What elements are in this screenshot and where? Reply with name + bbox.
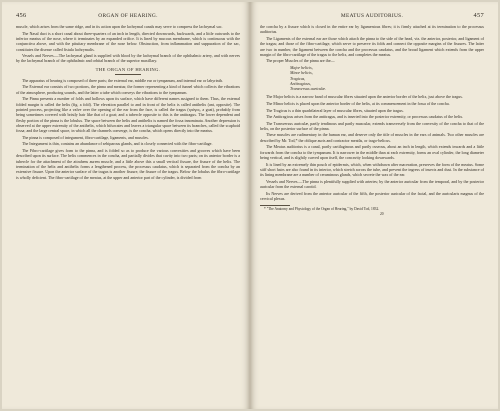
book-spread <box>2 2 498 409</box>
section-rule <box>115 74 141 75</box>
paragraph: It is lined by an extremely thin pouch of epidermis, which, when withdrawn after maceration, preserves the form of the meatus. Some stiff short hairs are also found in its interior, which stretch across the tube, and prevent the ingress of insects and dust. In the substance of its lining membrane are a number of ceruminous glands, which secrete the wax of the ear. <box>260 161 484 178</box>
paragraph: The Integument is thin, contains an abundance of sebiparous glands, and is closely connected with the fibro-cartilage. <box>22 141 213 147</box>
left-running-head <box>16 12 240 19</box>
left-page <box>2 2 250 409</box>
paragraph: The Transversus auriculæ, partly tendinous and partly muscular, extends transversely from the convexity of the concha to that of the helix, on the posterior surface of the pinna. <box>260 120 484 131</box>
right-page-number: 457 <box>473 12 484 19</box>
paragraph: the concha by a fissure which is closed in the entire ear by ligamentous fibres; it is firmly attached at its termination to the processus auditorius. <box>260 24 484 35</box>
paragraph: The Meatus auditorius is a canal, partly cartilaginous and partly osseous, about an inch in length, which extends inwards and a little forwards from the concha to the tympanum. It is narrower in the middle than at each extremity, forms an oval cylinder, the long diameter being vertical, and is slightly curved upon itself, the concavity looking downwards. <box>260 144 484 161</box>
footnote: * "The Anatomy and Physiology of the Organ of Hearing," by David Tod, 1832. <box>264 207 380 212</box>
left-page-number: 456 <box>16 12 27 19</box>
paragraph: The Pinna presents a number of folds and hollows upon its surface, which have different names assigned to them. Thus, the external folded margin is called the helix (fig. a fold). The elevation parallel to and in front of the helix is called antihelix (ant, opposite). The pointed process, projecting like a valve over the opening of the ear from the face, is called the tragus (τράγος, a goat), probably from being sometimes covered with bristly hair like that of a goat; and a tubercle opposite to this is the antitragus. The lower dependent and fleshy portion of the pinna is the lobulus. The space between the helix and antihelix is named the fossa innominata. Another depression is observed at the upper extremity of the antihelix, which bifurcates and leaves a triangular space between its branches, called the scaphoid fossa; and the large central space, in which all the channels converge, is the concha, which opens directly into the meatus. <box>16 96 240 134</box>
paragraph: muscle, which arises from the same ridge, and in its action upon the lachrymal canals may serve to compress the lachrymal sac. <box>16 24 223 29</box>
list-item: Minor helicis, <box>290 70 313 76</box>
paragraph: The Fibro-cartilage gives form to the pinna, and is folded so as to produce the various convexities and grooves which have been described upon its surface. The helix commences in the concha, and partially divides that cavity into two parts; on its anterior border is a tubercle for the attachment of the attrahens aurem muscle, and a little above this a small vertical fissure, the fissure of the helix. The termination of the helix and antihelix forms a lengthened process, the processus caudatus, which is separated from the concha by an extensive fissure. Upon the anterior surface of the tragus is another fissure, the fissure of the tragus. Below the lobulus the fibro-cartilage is wholly deficient. The fibro-cartilage of the meatus, at the upper and anterior part of the cylinder, is divided from <box>16 147 240 180</box>
paragraph: The Ligaments of the external ear are those which attach the pinna to the side of the head, viz. the anterior, posterior, and ligament of the tragus; and those of the fibro-cartilage, which serve to preserve its folds and connect the opposite margins of the fissures. The latter are two in number, the ligament between the concha and the processus caudatus, and the broad ligament which extends from the upper margin of the fibro-cartilage of the tragus to the helix, and completes the meatus. <box>260 35 484 57</box>
paragraph: The Tragicus is a thin quadrilateral layer of muscular fibres, situated upon the tragus. <box>266 107 404 113</box>
paragraph: The pinna is composed of integument, fibro-cartilage, ligaments, and muscles. <box>22 134 149 140</box>
signature-mark: 20 <box>380 211 384 216</box>
paragraph: Vessels and Nerves.—The pinna is plentifully supplied with arteries; by the anterior auricular from the temporal, and by the posterior auricular from the external carotid. <box>260 178 484 190</box>
paragraph: These muscles are rudimentary in the human ear, and deserve only the title of muscles in the ears of animals. Two other muscles are described by Mr. Tod,* the oblique auris and contractor meatûs, or trago-helicus. <box>260 132 484 143</box>
footnote-rule <box>260 205 290 206</box>
paragraph: The External ear consists of two portions, the pinna and meatus; the former representing a kind of funnel which collects the vibrations of the atmosphere, producing sounds, and the latter a tube which conveys the vibrations to the tympanum. <box>16 84 240 95</box>
paragraph: The Antitragicus arises from the antitragus, and is inserted into the posterior extremity, or processus caudatus of the helix. <box>266 114 464 120</box>
paragraph: The Major helicis is a narrow band of muscular fibres situated upon the anterior border of the helix, just above the tragus. <box>266 94 463 100</box>
left-running-title: ORGAN OF HEARING. <box>98 13 158 19</box>
right-running-head <box>260 12 484 19</box>
paragraph: The proper Muscles of the pinna are the— <box>266 58 335 64</box>
section-heading: THE ORGAN OF HEARING. <box>95 66 161 72</box>
paragraph: The Nasal duct is a short canal about three-quarters of an inch in length, directed downwards, backwards, and a little outwards to the inferior meatus of the nose, where it terminates by an expanded orifice. It is lined by mucous membrane, which is continuous with the conjunctiva above, and with the pituitary membrane of the nose below. Obstruction, from inflammation and suppuration of the sac, constitutes the disease called fistula lachrymalis. <box>16 30 240 52</box>
list-item: Tragicus, <box>290 75 306 81</box>
paragraph: Vessels and Nerves.—The lachrymal gland is supplied with blood by the lachrymal branch of the ophthalmic artery, and with nerves by the lachrymal branch of the ophthalmic and orbital branch of the superior maxillary. <box>16 53 240 64</box>
paragraph: The Minor helicis is placed upon the anterior border of the helix, at its commencement in the fossa of the concha. <box>266 100 450 106</box>
right-running-title: MEATUS AUDITORIUS. <box>340 13 404 19</box>
right-page <box>250 2 498 409</box>
paragraph: Its Nerves are derived from the anterior auricular of the fifth, the posterior auricular of the facial, and the auricularis magnus of the cervical plexus. <box>260 190 484 201</box>
list-item: Antitragicus, <box>290 80 312 86</box>
paragraph: The apparatus of hearing is composed of three parts; the external ear, middle ear or tympanum, and internal ear or labyrinth. <box>22 77 223 83</box>
muscle-list <box>282 65 484 91</box>
list-item: Major helicis, <box>290 64 313 70</box>
list-item: Transversus auriculæ. <box>290 86 326 92</box>
